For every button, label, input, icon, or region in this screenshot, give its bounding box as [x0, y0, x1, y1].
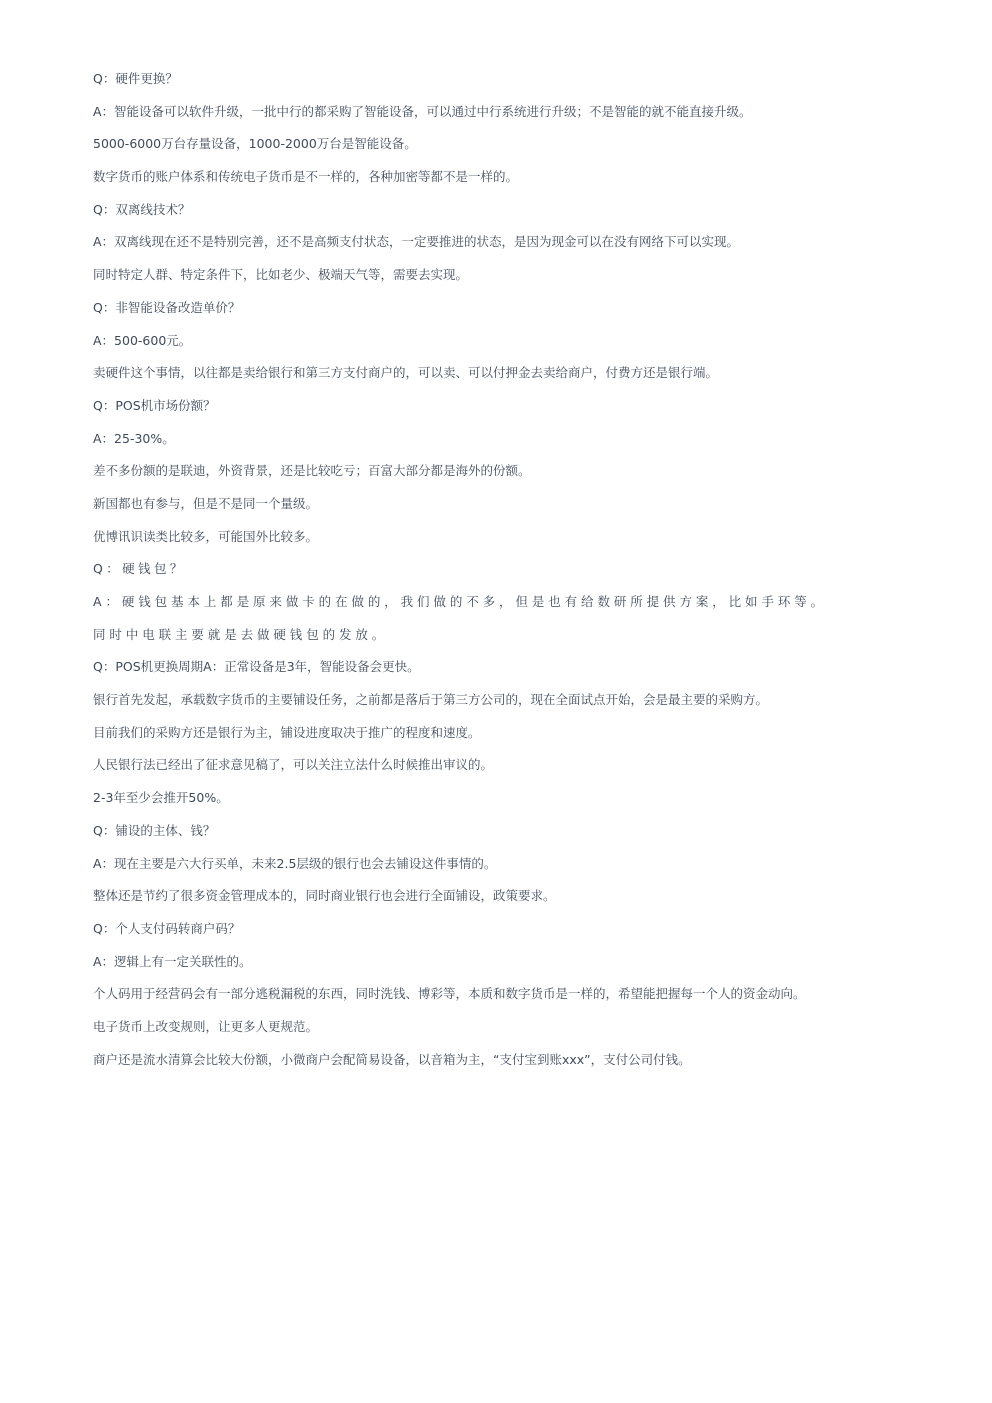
text-line: 差不多份额的是联迪，外资背景，还是比较吃亏；百富大部分都是海外的份额。 — [93, 463, 531, 479]
text-line: A：25-30%。 — [93, 430, 175, 446]
text-line: 商户还是流水清算会比较大份额，小微商户会配简易设备，以音箱为主，“支付宝到账xxx”，支付公司付钱。 — [93, 1051, 691, 1067]
text-line: 整体还是节约了很多资金管理成本的，同时商业银行也会进行全面铺设，政策要求。 — [93, 888, 556, 904]
text-line: Q：铺设的主体、钱？ — [93, 822, 216, 838]
text-line: Q：个人支付码转商户码？ — [93, 920, 241, 936]
text-line: Q：双离线技术？ — [93, 201, 191, 217]
text-line: 同时中电联主要就是去做硬钱包的发放。 — [93, 626, 389, 642]
text-line: 银行首先发起，承载数字货币的主要铺设任务，之前都是落后于第三方公司的，现在全面试点开始，会是最主要的采购方。 — [93, 692, 769, 708]
text-line: 5000-6000万台存量设备，1000-2000万台是智能设备。 — [93, 136, 417, 152]
text-line: 个人码用于经营码会有一部分逃税漏税的东西，同时洗钱、博彩等，本质和数字货币是一样的，希望能把握每一个人的资金动向。 — [93, 986, 806, 1002]
text-line: A：双离线现在还不是特别完善，还不是高频支付状态，一定要推进的状态，是因为现金可以在没有网络下可以实现。 — [93, 234, 740, 250]
text-line: A：500-600元。 — [93, 332, 192, 348]
text-line: A：硬钱包基本上都是原来做卡的在做的，我们做的不多，但是也有给数研所提供方案，比如手环等。 — [93, 594, 828, 609]
text-line: 优博讯识读类比较多，可能国外比较多。 — [93, 528, 319, 544]
text-line: 新国都也有参与，但是不是同一个量级。 — [93, 495, 319, 511]
text-line: A：逻辑上有一定关联性的。 — [93, 953, 252, 969]
text-line: A：现在主要是六大行买单，未来2.5层级的银行也会去铺设这件事情的。 — [93, 855, 497, 871]
text-line: 卖硬件这个事情，以往都是卖给银行和第三方支付商户的，可以卖、可以付押金去卖给商户，付费方还是银行端。 — [93, 365, 719, 381]
text-line: Q：硬钱包？ — [93, 561, 186, 577]
text-line: 数字货币的账户体系和传统电子货币是不一样的，各种加密等都不是一样的。 — [93, 169, 519, 185]
text-line: 2-3年至少会推开50%。 — [93, 790, 229, 806]
text-line: 目前我们的采购方还是银行为主，铺设进度取决于推广的程度和速度。 — [93, 724, 481, 740]
document-body — [93, 70, 973, 1083]
text-line: Q：非智能设备改造单价？ — [93, 299, 241, 315]
text-line: A：智能设备可以软件升级，一批中行的都采购了智能设备，可以通过中行系统进行升级；不是智能的就不能直接升级。 — [93, 103, 752, 119]
text-line: 人民银行法已经出了征求意见稿了，可以关注立法什么时候推出审议的。 — [93, 757, 494, 773]
text-line: 电子货币上改变规则，让更多人更规范。 — [93, 1018, 319, 1034]
text-line: Q：硬件更换？ — [93, 71, 178, 86]
text-line: Q：POS机市场份额？ — [93, 397, 216, 413]
text-line: 同时特定人群、特定条件下，比如老少、极端天气等，需要去实现。 — [93, 267, 469, 283]
text-line: Q：POS机更换周期A：正常设备是3年，智能设备会更快。 — [93, 659, 420, 675]
